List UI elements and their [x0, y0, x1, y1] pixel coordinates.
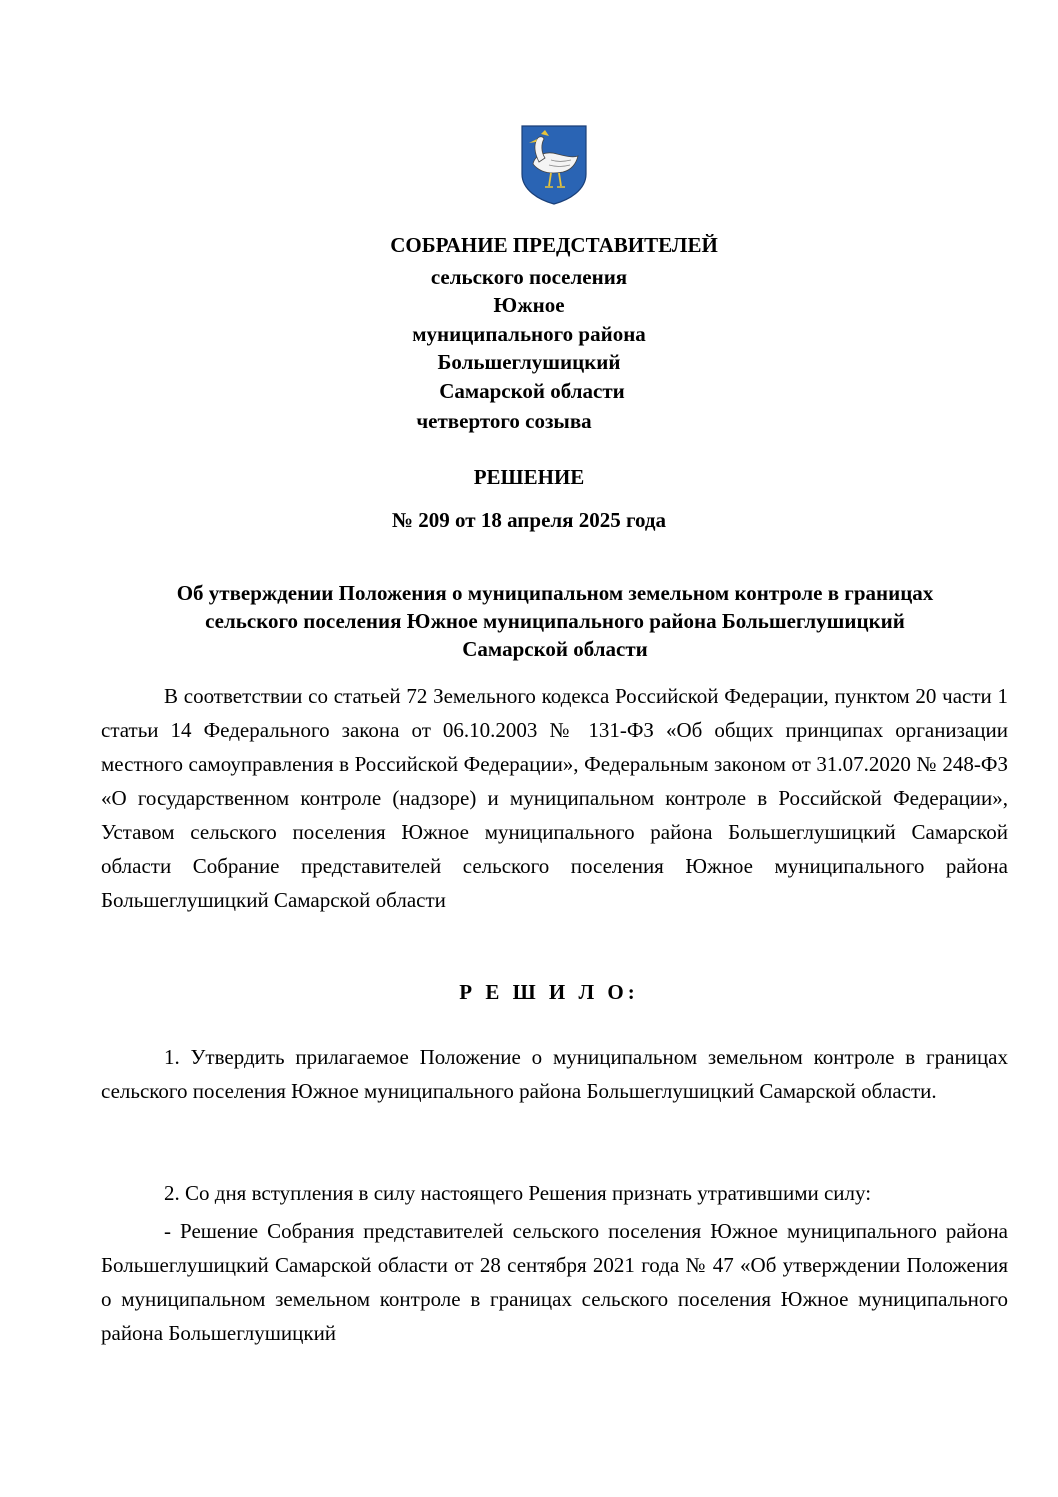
header-district-name: Большеглушицкий [437, 350, 621, 374]
item-2-paragraph: 2. Со дня вступления в силу настоящего Решения признать утратившими силу: [164, 1181, 872, 1205]
preamble-paragraph: В соответствии со статьей 72 Земельного кодекса Российской Федерации, пунктом 20 части 1 статьи 14 Федерального закона от 06.10.2003 № 131-ФЗ «Об общих принципах организации местного самоуправления в Российской Федерации», Федеральным законом от 31.07.2020 № 248-ФЗ «О государственном контроле (надзоре) и муниципальном контроле в Российской Федерации», Уставом сельского поселения Южное муниципального района Большеглушицкий Самарской области Собрание представителей сельского поселения Южное муниципального района Большеглушицкий Самарской области [101, 684, 1008, 912]
document-title-line-3: Самарской области [462, 637, 648, 661]
document-number-date: № 209 от 18 апреля 2025 года [391, 508, 667, 532]
item-2-block [101, 1176, 1008, 1210]
item-1-paragraph: 1. Утвердить прилагаемое Положение о муниципальном земельном контроле в границах сельского поселения Южное муниципального района Большеглушицкий Самарской области. [101, 1045, 1008, 1103]
item-2-sub-block [101, 1214, 1008, 1350]
document-type: РЕШЕНИЕ [473, 465, 585, 489]
item-2-sub-paragraph: - Решение Собрания представителей сельского поселения Южное муниципального района Большеглушицкий Самарской области от 28 сентября 2021 года № 47 «Об утверждении Положения о муниципальном земельном контроле в границах сельского поселения Южное муниципального района Большеглушицкий [101, 1219, 1008, 1345]
council-name: СОБРАНИЕ ПРЕДСТАВИТЕЛЕЙ [390, 233, 718, 257]
header-convocation-line: четвертого созыва [416, 409, 592, 433]
preamble-block [101, 679, 1008, 917]
header-settlement-name: Южное [493, 293, 565, 317]
header-district-line: муниципального района [412, 322, 646, 346]
header-region-line: Самарской области [439, 379, 625, 403]
document-title-line-1: Об утверждении Положения о муниципальном земельном контроле в границах [176, 581, 934, 605]
item-1-block [101, 1040, 1008, 1108]
header-settlement-line: сельского поселения [430, 265, 628, 289]
document-title-line-2: сельского поселения Южное муниципального района Большеглушицкий [205, 609, 905, 633]
decided-heading: Р Е Ш И Л О: [459, 980, 639, 1004]
coat-of-arms-icon [519, 124, 589, 206]
